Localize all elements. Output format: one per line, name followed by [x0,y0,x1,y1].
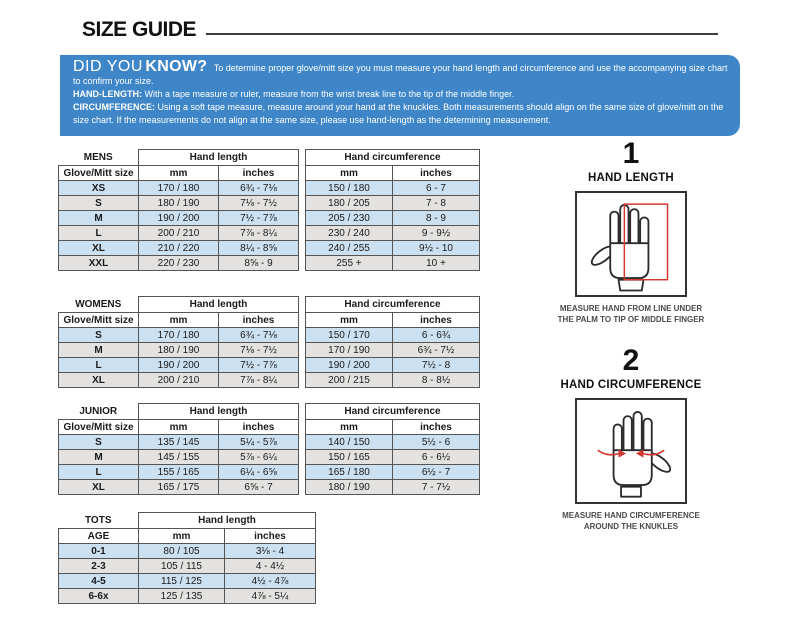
table-row [306,373,480,388]
table-row [59,589,316,604]
mm-value: 150 / 165 [306,450,393,465]
age-cell: 4-5 [59,574,139,589]
table-row [59,559,316,574]
size-header: Glove/Mitt size [59,166,139,181]
step-hand-circumference [537,346,725,532]
table-row [306,211,480,226]
title-divider [206,33,718,35]
inches-value: 3⅛ - 4 [225,544,316,559]
did-you-heading-bold: KNOW? [145,58,208,75]
hand-circumference-illustration-icon [579,402,683,500]
inches-value: 7⅛ - 7½ [219,196,299,211]
table-row [59,328,299,343]
size-cell: XL [59,241,139,256]
mm-value: 155 / 165 [139,465,219,480]
junior-hand-length-table [58,403,299,495]
table-row [59,226,299,241]
table-title: WOMENS [59,297,139,313]
table-subheader-row [306,420,480,435]
age-cell: 6-6x [59,589,139,604]
size-cell: XS [59,181,139,196]
table-row [59,343,299,358]
mm-value: 255 + [306,256,393,271]
size-cell: S [59,196,139,211]
inches-value: 6½ - 7 [393,465,480,480]
table-row [306,181,480,196]
inches-value: 5¼ - 5⅞ [219,435,299,450]
mm-value: 200 / 210 [139,226,219,241]
womens-hand-length-table [58,296,299,388]
step-number: 1 [622,137,640,170]
inches-header: inches [393,420,480,435]
table-row [306,480,480,495]
table-header-row [59,404,299,420]
table-subheader-row [59,420,299,435]
mm-header: mm [306,166,393,181]
inches-value: 8¼ - 8⅝ [219,241,299,256]
size-cell: L [59,358,139,373]
page-header [82,18,718,42]
table-row [306,343,480,358]
table-row [306,450,480,465]
inches-value: 7⅞ - 8¼ [219,373,299,388]
mm-value: 190 / 200 [139,211,219,226]
table-row [59,480,299,495]
hand-length-header: Hand length [139,404,299,420]
step-title: HAND CIRCUMFERENCE [560,379,702,391]
inches-value: 7 - 7½ [393,480,480,495]
inches-value: 10 + [393,256,480,271]
mm-value: 180 / 190 [306,480,393,495]
table-row [59,196,299,211]
hand-circumference-header: Hand circumference [306,404,480,420]
mm-value: 205 / 230 [306,211,393,226]
mm-value: 190 / 200 [139,358,219,373]
mens-size-table [58,149,480,271]
mm-value: 180 / 190 [139,343,219,358]
inches-value: 5⅞ - 6¼ [219,450,299,465]
inches-value: 4⅞ - 5¼ [225,589,316,604]
mm-value: 180 / 205 [306,196,393,211]
inches-header: inches [219,166,299,181]
size-cell: L [59,226,139,241]
inches-value: 8 - 8½ [393,373,480,388]
table-row [306,196,480,211]
mm-header: mm [139,529,225,544]
table-header-row [306,404,480,420]
table-row [59,574,316,589]
inches-value: 7⅞ - 8¼ [219,226,299,241]
step-hand-length [537,139,725,325]
mm-value: 210 / 220 [139,241,219,256]
mm-value: 200 / 215 [306,373,393,388]
table-row [59,465,299,480]
circumference-instruction [73,101,728,127]
step-caption: MEASURE HAND FROM LINE UNDER THE PALM TO TIP OF MIDDLE FINGER [557,304,705,324]
hand-length-header: Hand length [139,150,299,166]
table-row [59,256,299,271]
inches-value: 6¾ - 7⅛ [219,328,299,343]
size-cell: M [59,343,139,358]
size-header: Glove/Mitt size [59,313,139,328]
table-row [306,435,480,450]
mm-value: 140 / 150 [306,435,393,450]
inches-value: 8⅝ - 9 [219,256,299,271]
hand-length-diagram-frame [575,191,687,297]
age-cell: 0-1 [59,544,139,559]
table-row [59,435,299,450]
mm-value: 170 / 180 [139,328,219,343]
table-row [59,373,299,388]
mm-value: 80 / 105 [139,544,225,559]
junior-hand-circumference-table [305,403,480,495]
inches-value: 6¼ - 6⅝ [219,465,299,480]
inches-value: 9 - 9½ [393,226,480,241]
inches-value: 7½ - 7⅞ [219,358,299,373]
table-row [306,358,480,373]
inches-value: 6 - 6½ [393,450,480,465]
table-title: JUNIOR [59,404,139,420]
inches-value: 4 - 4½ [225,559,316,574]
table-row [59,358,299,373]
step-number: 2 [622,344,640,377]
page-title: SIZE GUIDE [82,18,197,41]
did-you-heading-light: DID YOU [73,58,143,75]
mm-header: mm [306,420,393,435]
mm-value: 115 / 125 [139,574,225,589]
size-cell: S [59,328,139,343]
inches-value: 6⅝ - 7 [219,480,299,495]
mm-value: 165 / 180 [306,465,393,480]
step-caption: MEASURE HAND CIRCUMFERENCE AROUND THE KNUKLES [562,511,700,531]
hand-length-illustration-icon [579,195,683,293]
mm-value: 170 / 180 [139,181,219,196]
inches-value: 7 - 8 [393,196,480,211]
mm-value: 170 / 190 [306,343,393,358]
mm-value: 150 / 180 [306,181,393,196]
inches-header: inches [219,420,299,435]
table-row [306,328,480,343]
hand-circumference-header: Hand circumference [306,150,480,166]
table-subheader-row [59,529,316,544]
inches-value: 6¾ - 7½ [393,343,480,358]
size-cell: M [59,211,139,226]
info-intro-text: To determine proper glove/mitt size you must measure your hand length and circumference and use the accompanying size chart to confirm your size. [73,63,728,86]
table-subheader-row [59,166,299,181]
mens-hand-length-table [58,149,299,271]
mm-value: 135 / 145 [139,435,219,450]
table-row [306,465,480,480]
mm-value: 230 / 240 [306,226,393,241]
inches-value: 7½ - 7⅞ [219,211,299,226]
mm-header: mm [139,420,219,435]
hand-length-label: HAND-LENGTH: [73,89,142,99]
did-you-know-panel [60,55,740,136]
size-cell: XXL [59,256,139,271]
circumference-label: CIRCUMFERENCE: [73,102,155,112]
mm-value: 240 / 255 [306,241,393,256]
womens-size-table [58,296,480,388]
size-cell: L [59,465,139,480]
hand-length-header: Hand length [139,513,316,529]
table-title: TOTS [59,513,139,529]
mm-value: 125 / 135 [139,589,225,604]
size-cell: M [59,450,139,465]
inches-value: 5½ - 6 [393,435,480,450]
size-header: Glove/Mitt size [59,420,139,435]
table-header-row [306,297,480,313]
inches-value: 8 - 9 [393,211,480,226]
mm-value: 200 / 210 [139,373,219,388]
inches-value: 9½ - 10 [393,241,480,256]
table-title: MENS [59,150,139,166]
mm-value: 180 / 190 [139,196,219,211]
table-row [59,241,299,256]
hand-length-header: Hand length [139,297,299,313]
mm-header: mm [139,313,219,328]
hand-length-instruction [73,88,728,101]
table-subheader-row [306,313,480,328]
mm-header: mm [139,166,219,181]
mm-value: 150 / 170 [306,328,393,343]
mens-hand-circumference-table [305,149,480,271]
table-subheader-row [306,166,480,181]
mm-value: 105 / 115 [139,559,225,574]
tots-size-table [58,512,316,604]
age-header: AGE [59,529,139,544]
inches-value: 7½ - 8 [393,358,480,373]
inches-header: inches [393,166,480,181]
table-row [59,211,299,226]
step-title: HAND LENGTH [588,172,674,184]
hand-circumference-diagram-frame [575,398,687,504]
table-header-row [306,150,480,166]
table-row [59,544,316,559]
size-cell: XL [59,373,139,388]
table-header-row [59,150,299,166]
inches-header: inches [225,529,316,544]
mm-value: 145 / 155 [139,450,219,465]
table-header-row [59,513,316,529]
measurement-steps [537,139,725,532]
table-header-row [59,297,299,313]
mm-header: mm [306,313,393,328]
junior-size-table [58,403,480,495]
age-cell: 2-3 [59,559,139,574]
mm-value: 190 / 200 [306,358,393,373]
inches-value: 4½ - 4⅞ [225,574,316,589]
info-intro-line [73,60,728,88]
mm-value: 165 / 175 [139,480,219,495]
tots-hand-length-table [58,512,316,604]
size-cell: XL [59,480,139,495]
mm-value: 220 / 230 [139,256,219,271]
inches-value: 6 - 7 [393,181,480,196]
table-subheader-row [59,313,299,328]
inches-value: 6 - 6¾ [393,328,480,343]
inches-value: 6¾ - 7⅛ [219,181,299,196]
womens-hand-circumference-table [305,296,480,388]
hand-length-text: With a tape measure or ruler, measure from the wrist break line to the tip of the middle finger. [144,89,515,99]
circumference-text: Using a soft tape measure, measure around your hand at the knuckles. Both measurements should align on the same size of glove/mitt on the size chart. If the measurements do not align at the same size, please use hand-length as the determining measurement. [73,102,724,125]
inches-header: inches [219,313,299,328]
inches-value: 7⅛ - 7½ [219,343,299,358]
table-row [59,450,299,465]
table-row [306,256,480,271]
inches-header: inches [393,313,480,328]
size-cell: S [59,435,139,450]
hand-circumference-header: Hand circumference [306,297,480,313]
table-row [306,241,480,256]
table-row [59,181,299,196]
table-row [306,226,480,241]
